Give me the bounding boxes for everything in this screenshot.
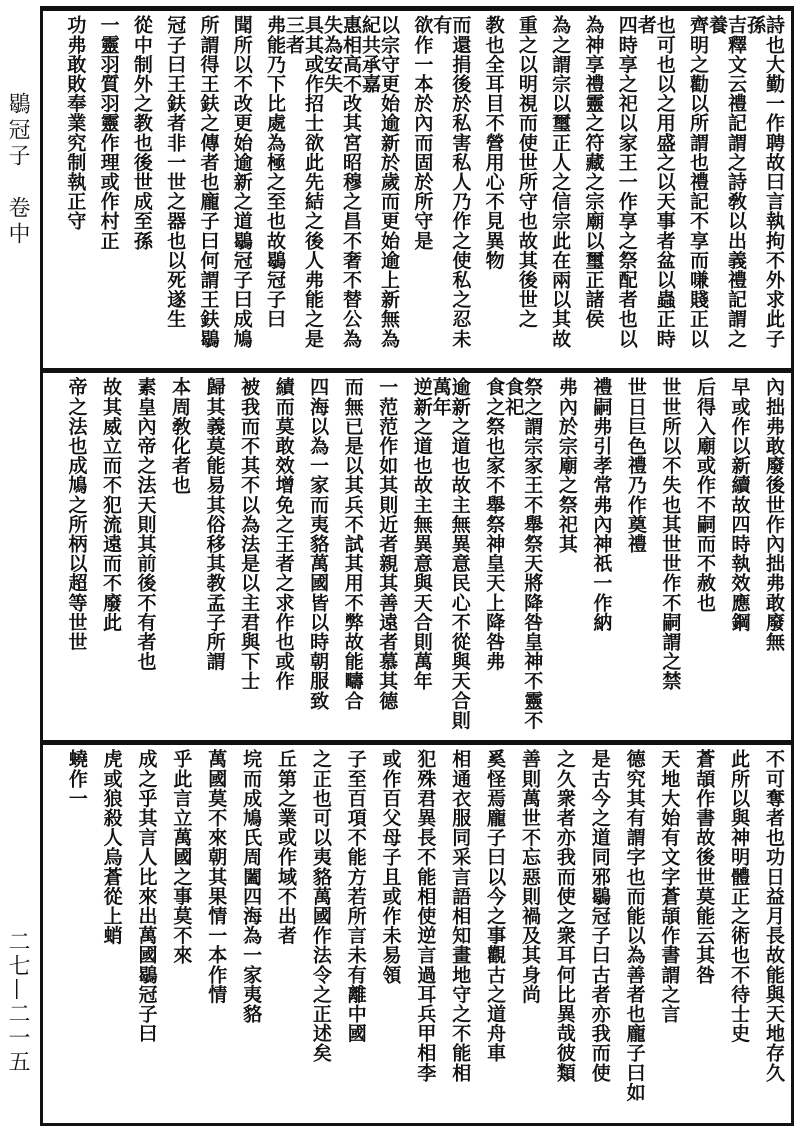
text-column: 從中制外之教也後世成至孫 [130, 15, 153, 251]
text-column: 具其或作招士欲此先結之後人弗能之是三者 [283, 15, 325, 349]
book-title: 鶡冠子 卷中 [5, 92, 30, 248]
text-column: 不可奪者也功日益月長故能與天地存久 [763, 749, 785, 1083]
text-column: 冠子曰王鈇者非一世之器也以死遂生 [164, 15, 187, 329]
text-column: 犯殊君異長不能相使逆言過耳兵甲相李 [414, 749, 437, 1083]
text-column: 為之謂宗以璽正人之信宗此在兩以其故 [549, 15, 572, 349]
text-column: 德究其有謂字也而能以為善者也龐子曰如 [623, 749, 646, 1102]
text-column: 或作百父母子且或作未易領 [379, 749, 402, 985]
text-column: 詩也大勤一作聘故曰言執拘不外求此子孫 [744, 15, 785, 349]
text-column: 一靈羽質羽靈作理或作村正 [97, 15, 120, 251]
text-column: 教也全耳目不營用心不見異物 [482, 15, 505, 270]
text-column: 欲作一本於內而固於所守是 [411, 15, 434, 251]
text-column: 奚怪焉龐子曰以今之事觀古之道舟車 [484, 749, 507, 1063]
text-column: 重之以明視而使世所守也故其後世之 [515, 15, 538, 329]
text-column: 為神享禮靈之符藏之宗廟以璽正諸侯 [582, 15, 605, 329]
text-column: 聞所以不改更始逾新之道鶡冠子曰成鳩 [230, 15, 253, 349]
text-column: 之久衆者亦我而使之衆耳何比異哉彼類 [553, 749, 576, 1083]
text-column: 所謂得王鈇之傳者也龐子曰何謂王鈇鶡 [197, 15, 220, 349]
text-column: 本周敎化者也 [169, 377, 192, 495]
text-column: 食之祭也家不舉祭神皇天上降咎弗 [483, 377, 506, 671]
text-column: 萬國莫不來朝其果情一本作情 [205, 749, 228, 1004]
text-column: 逆新之道也故主無異意與天合則萬年 [410, 377, 433, 691]
text-column: 四海以為一家而夷貉萬國皆以時朝服致 [307, 377, 330, 711]
text-column: 而無已是以其兵不試其用不弊故能疇合 [341, 377, 364, 711]
text-column: 也可也以之用盛之以天事者盆以蟲正時者 [634, 15, 676, 349]
text-register-middle [43, 371, 791, 739]
text-column: 被我而不其不以為法是以主君與下士 [238, 377, 261, 691]
text-column: 蒼頡作書故後世莫能云其咎 [693, 749, 716, 985]
text-column: 逾新之道也故主無異意民心不從與天合則萬年 [429, 377, 471, 730]
text-column: 蟯作一 [65, 749, 88, 808]
text-column: 此所以與神明體正之術也不待士史 [728, 749, 751, 1043]
text-column: 垸而成鳩氏周闔四海為一家夷貉 [240, 749, 263, 1024]
text-column: 素皇內帝之法天則其前後不有者也 [134, 377, 157, 671]
page-numbers: 二七—二一五 [5, 930, 30, 1074]
text-column: 四時享之祀以家王一作享之祭配者也以 [615, 15, 638, 349]
text-column: 內拙弗敢廢後世作內拙弗敢廢無 [763, 377, 785, 652]
text-column: 歸其義莫能易其俗移其教孟子所謂 [203, 377, 226, 671]
text-column: 弗能乃下比處為極之至也故鶡冠子曰 [264, 15, 287, 329]
text-column: 以宗守更始逾新於歲而更始逾上新無為紀共承嘉 [359, 15, 401, 349]
text-register-top [43, 9, 791, 367]
text-column: 而還捐後於私害私人乃作之使私之忍未有 [430, 15, 472, 349]
text-column: 禮嗣弗引孝常弗內神祇一作納 [590, 377, 613, 632]
text-column: 齊明之勸以所謂也禮記不享而嗛賤正以 [687, 15, 709, 349]
text-column: 世日巨色禮乃作奠禮 [624, 377, 647, 554]
text-column: 早或作以新續故四時執效應鋼 [728, 377, 751, 632]
text-column: 虎或狼殺人烏蒼從上蛸 [100, 749, 123, 945]
text-column: 帝之法也成鳩之所柄以超等世世 [65, 377, 88, 652]
text-column: 功弗敢敗奉業究制執正守 [64, 15, 87, 231]
text-column: 相通衣服同采言語相知畫地守之不能相 [449, 749, 472, 1083]
text-column: 是古今之道同邪鶡冠子曰古者亦我而使 [588, 749, 611, 1083]
text-register-bottom [43, 743, 791, 1123]
text-column: 弗內於宗廟之祭祀其 [555, 377, 578, 554]
text-column: 世世所以不失也其世世作不嗣謂之禁 [659, 377, 682, 691]
text-column: 之正也可以夷貉萬國作法令之正述矣 [309, 749, 332, 1063]
text-column: 子至百項不能方若所言未有離中國 [344, 749, 367, 1043]
text-column: 善則萬世不忘惡則禍及其身尚 [518, 749, 541, 1004]
text-column: 天地大始有文字蒼頡作書謂之言 [658, 749, 681, 1024]
text-column: 故其威立而不犯流遠而不廢此 [99, 377, 122, 632]
text-column: 丘第之業或作域不出者 [274, 749, 297, 945]
text-column: 吉釋文云禮記謂之詩敎以出義禮記謂之養 [706, 15, 747, 349]
text-column: 一范范作如其則近者親其善遠者慕其德 [376, 377, 399, 711]
text-column: 惠相高不改其宮昭穆之昌不奢不替公為失為安失 [321, 15, 363, 349]
text-column: 祭之謂宗家王不舉祭天將降咎皇神不靈不食祀 [502, 377, 544, 730]
text-column: 績而莫敢效增免之王者之求作也或作 [272, 377, 295, 691]
text-column: 后得入廟或作不嗣而不赦也 [693, 377, 716, 613]
text-column: 乎此言立萬國之事莫不來 [170, 749, 193, 965]
text-column: 成之乎其言人比來出萬國鶡冠子曰 [135, 749, 158, 1043]
